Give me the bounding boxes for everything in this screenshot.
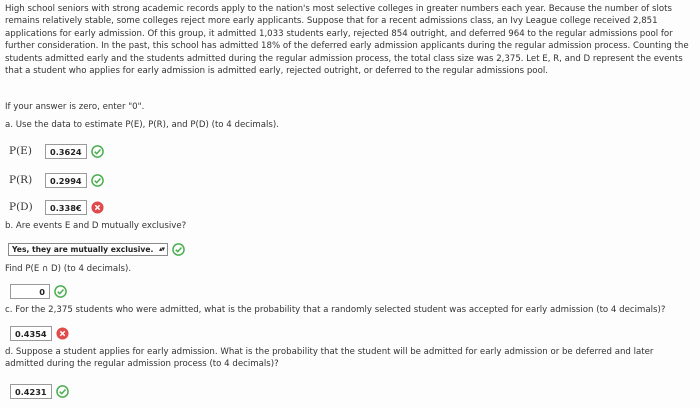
pe-input[interactable]: 0.3624 xyxy=(45,144,87,159)
pd-row xyxy=(9,200,104,215)
correct-check-icon xyxy=(91,174,104,187)
pr-input[interactable]: 0.2994 xyxy=(45,173,87,188)
part-d-input[interactable]: 0.4231 xyxy=(10,384,52,399)
incorrect-x-icon xyxy=(56,327,69,340)
pr-label: P(R) xyxy=(9,174,33,186)
mutually-exclusive-select[interactable] xyxy=(8,243,168,256)
zero-hint: If your answer is zero, enter "0". xyxy=(5,102,145,112)
mutually-exclusive-row xyxy=(8,243,185,256)
part-d-row xyxy=(10,384,69,399)
problem-statement: High school seniors with strong academic records apply to the nation's most selective colleges in greater numbers each year. Because the number of slots remains relatively stable, some colleges reject more early applicants. Suppose that for a recent admissions class, an Ivy League college received 2,851 applications for early admission. Of this group, it admitted 1,033 students early, rejected 854 outright, and deferred 964 to the regular admissions pool for further consideration. In the past, this school has admitted 18% of the deferred early admission applicants during the regular admission process. Counting the students admitted early and the students admitted during the regular admission process, the total class size was 2,375. Let E, R, and D represent the events that a student who applies for early admission is admitted early, rejected outright, or deferred to the regular admissions pool. xyxy=(5,4,689,77)
pr-row xyxy=(9,173,104,188)
part-a-question: a. Use the data to estimate P(E), P(R), and P(D) (to 4 decimals). xyxy=(5,120,279,130)
pd-label: P(D) xyxy=(9,201,33,213)
incorrect-x-icon xyxy=(91,201,104,214)
correct-check-icon xyxy=(54,285,67,298)
correct-check-icon xyxy=(172,243,185,256)
part-c-row xyxy=(10,326,69,341)
part-b-question: b. Are events E and D mutually exclusive? xyxy=(5,221,187,231)
intersection-input[interactable]: 0 xyxy=(10,284,50,299)
intersection-row xyxy=(10,284,67,299)
part-c-question: c. For the 2,375 students who were admitted, what is the probability that a randomly selected student was accepted for early admission (to 4 decimals)? xyxy=(5,305,666,315)
correct-check-icon xyxy=(56,385,69,398)
part-d-question: d. Suppose a student applies for early admission. What is the probability that the student will be admitted for early admission or be deferred and later admitted during the regular admission process (to 4 decimals)? xyxy=(5,347,654,370)
find-intersection-text: Find P(E ∩ D) (to 4 decimals). xyxy=(5,264,132,274)
pd-input[interactable]: 0.338€ xyxy=(45,200,87,215)
select-arrows-icon: ▴▾ xyxy=(158,245,164,253)
correct-check-icon xyxy=(91,145,104,158)
select-value: Yes, they are mutually exclusive. xyxy=(12,245,154,254)
part-c-input[interactable]: 0.4354 xyxy=(10,326,52,341)
pe-row xyxy=(9,144,104,159)
pe-label: P(E) xyxy=(9,145,32,157)
